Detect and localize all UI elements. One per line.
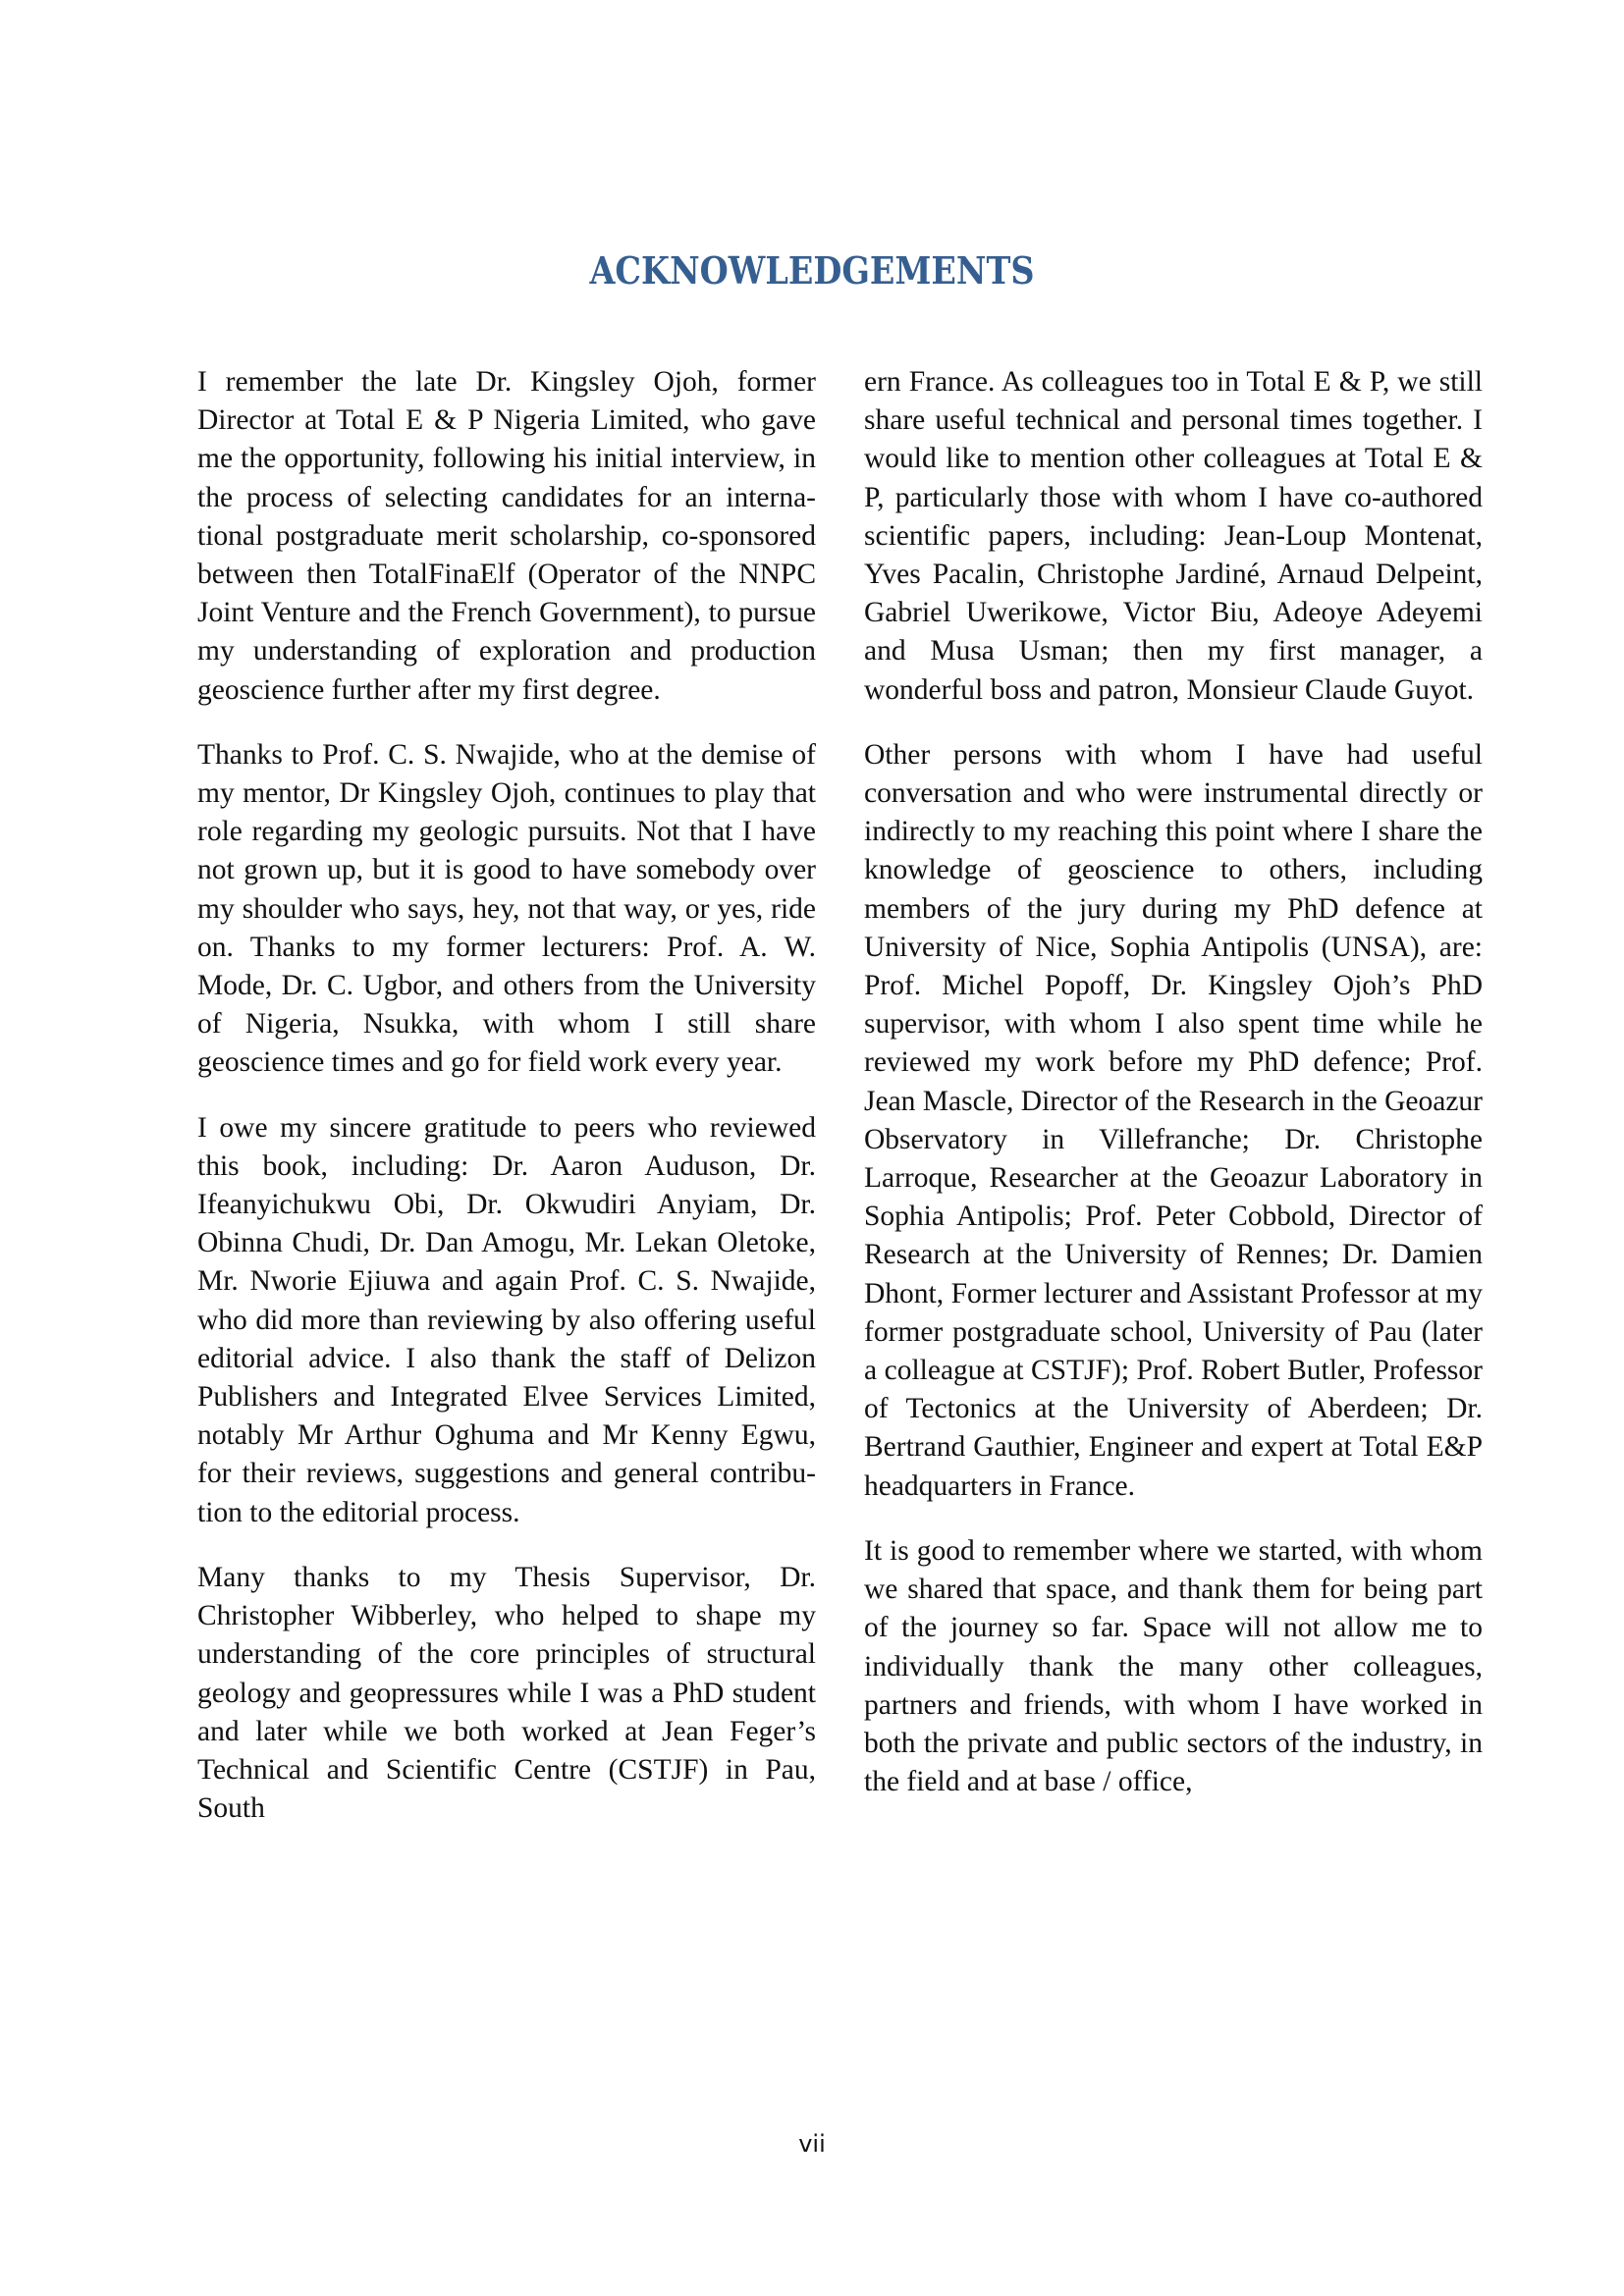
paragraph: Thanks to Prof. C. S. Nwajide, who at the demise of my mentor, Dr Kingsley Ojoh, continues to play that role regarding my geologic pursuits. Not that I have not grown up, but it is good to have somebody over my shoulder who says, hey, not that way, or yes, ride on. Thanks to my former lecturers: Prof. A. W. Mode, Dr. C. Ugbor, and others from the University of Nigeria, Nsukka, with whom I still share geoscience times and go for field work every year. [197, 738, 816, 1079]
paragraph: It is good to remember where we started, with whom we shared that space, and thank them for being part of the journey so far. Space will not allow me to individually thank the many other colleagues, partners and friends, with whom I have worked in both the private and public sectors of the industry, in the field and at base / office, [864, 1534, 1483, 1798]
page-title: ACKNOWLEDGEMENTS [589, 248, 1035, 294]
paragraph: I owe my sincere gratitude to peers who reviewed this book, including: Dr. Aaron Auduson, Dr. Ifeanyichukwu Obi, Dr. Okwudiri Anyiam, Dr. Obinna Chudi, Dr. Dan Amogu, Mr. Lekan Oletoke, Mr. Nworie Ejiuwa and again Prof. C. S. Nwajide, who did more than reviewing by also offering useful editorial advice. I also thank the staff of Delizon Publishers and Integrated Elvee Services Limited, notably Mr Arthur Oghuma and Mr Kenny Egwu, for their reviews, suggestions and general contribution to the editorial process. [197, 1111, 816, 1528]
page-number: vii [798, 2130, 826, 2158]
left-column [197, 363, 816, 1854]
paragraph: I remember the late Dr. Kingsley Ojoh, former Director at Total E & P Nigeria Limited, who gave me the opportunity, following his initial interview, in the process of selecting candidates for an international postgraduate merit scholarship, co-sponsored between then TotalFinaElf (Operator of the NNPC Joint Venture and the French Government), to pursue my understanding of exploration and production geoscience further after my first degree. [197, 366, 816, 706]
paragraph: Many thanks to my Thesis Supervisor, Dr. Christopher Wibberley, who helped to shape my understanding of the core principles of structural geology and geopressures while I was a PhD student and later while we both worked at Jean Feger’s Technical and Scientific Centre (CSTJF) in Pau, South [197, 1561, 816, 1825]
right-column [864, 363, 1483, 1828]
paragraph: ern France. As colleagues too in Total E & P, we still share useful technical and personal times together. I would like to mention other colleagues at Total E & P, particularly those with whom I have co-authored scientific papers, including: Jean-Loup Montenat, Yves Pacalin, Christophe Jardiné, Arnaud Delpeint, Gabriel Uwerikowe, Victor Biu, Adeoye Adeyemi and Musa Usman; then my first manager, a wonderful boss and patron, Monsieur Claude Guyot. [864, 366, 1483, 706]
paragraph: Other persons with whom I have had useful conversation and who were instrumental directly or indirectly to my reaching this point where I share the knowledge of geoscience to others, including members of the jury during my PhD defence at University of Nice, Sophia Antipolis (UNSA), are: Prof. Michel Popoff, Dr. Kingsley Ojoh’s PhD supervisor, with whom I also spent time while he reviewed my work before my PhD defence; Prof. Jean Mascle, Director of the Research in the Geoazur Observatory in Villefranche; Dr. Christophe Larroque, Researcher at the Geoazur Laboratory in Sophia Antipolis; Prof. Peter Cobbold, Director of Research at the University of Rennes; Dr. Damien Dhont, Former lecturer and Assistant Professor at my former postgraduate school, University of Pau (later a colleague at CSTJF); Prof. Robert Butler, Professor of Tectonics at the University of Aberdeen; Dr. Bertrand Gauthier, Engineer and expert at Total E&P headquarters in France. [864, 738, 1483, 1502]
